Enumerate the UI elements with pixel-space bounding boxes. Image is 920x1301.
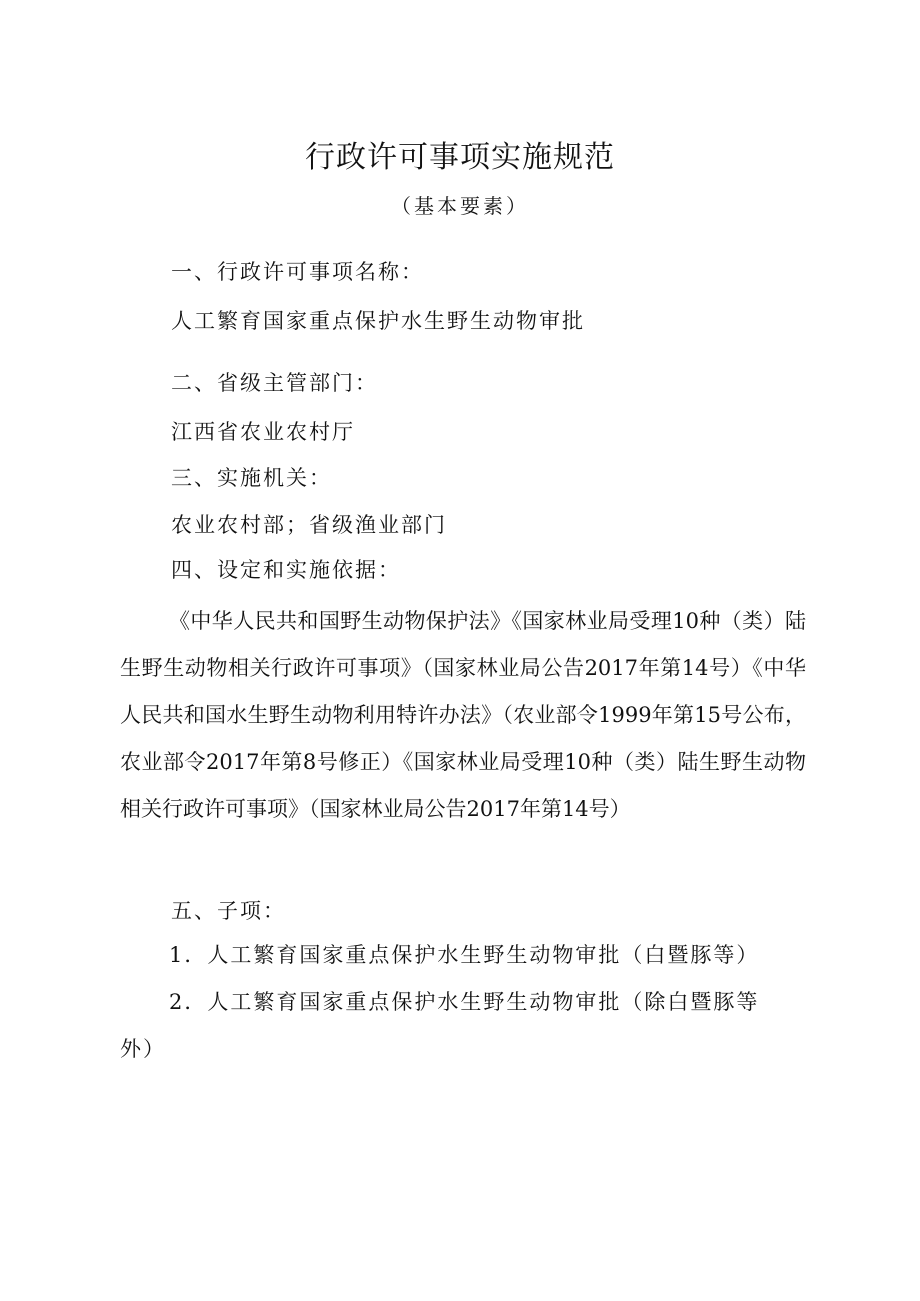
- section-agency-heading: 三、实施机关：: [171, 466, 332, 490]
- section-name-value: 人工繁育国家重点保护水生野生动物审批: [171, 309, 585, 333]
- section-basis-heading: 四、设定和实施依据：: [171, 558, 401, 582]
- section-subitems-heading: 五、子项：: [171, 899, 286, 923]
- section-dept-value: 江西省农业农村厅: [171, 420, 355, 444]
- section-agency-value: 农业农村部；省级渔业部门: [171, 513, 447, 537]
- section-basis-text: 《中华人民共和国野生动物保护法》《国家林业局受理10种（类）陆生野生动物相关行政许可事项》（国家林业局公告2017年第14号）《中华人民共和国水生野生动物利用特许办法》（农业部令1999年第15号公布，农业部令2017年第8号修正）《国家林业局受理10种（类）陆生野生动物相关行政许可事项》（国家林业局公告2017年第14号）: [120, 609, 806, 821]
- section-name-heading: 一、行政许可事项名称：: [171, 260, 424, 284]
- subitem-2: 2．人工繁育国家重点保护水生野生动物审批（除白暨豚等外）: [120, 990, 760, 1061]
- document-subtitle: （基本要素）: [391, 194, 529, 218]
- subitem-1: 1．人工繁育国家重点保护水生野生动物审批（白暨豚等）: [169, 943, 760, 967]
- document-title: 行政许可事项实施规范: [305, 140, 615, 175]
- section-dept-heading: 二、省级主管部门：: [171, 371, 378, 395]
